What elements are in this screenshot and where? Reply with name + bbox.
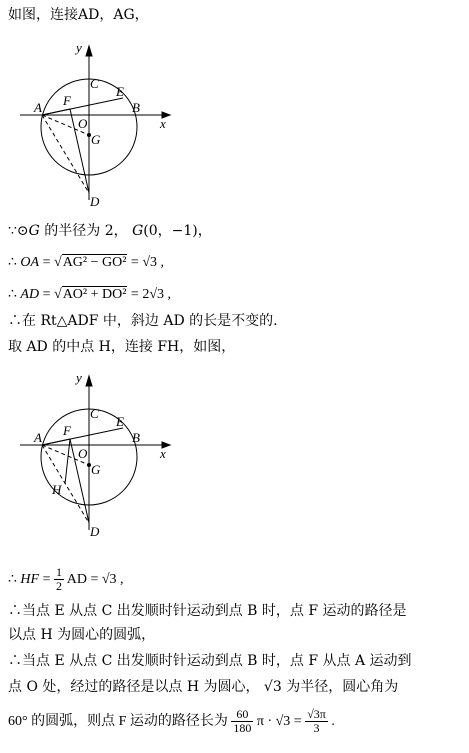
segment-AF: [42, 109, 70, 115]
label-O: O: [78, 116, 88, 131]
segment-FH: [65, 439, 70, 484]
conclusion-2-line-3: 60° 的圆弧，则点 F 运动的路径长为 $\frac{60}{180}$ π · √3 = $\frac{√3\pi}{3}$ .: [8, 707, 335, 736]
label-C: C: [90, 406, 99, 421]
fraction-60-180: $\frac{60}{180}$: [233, 707, 252, 736]
label-F: F: [63, 93, 71, 108]
label-x: x: [160, 116, 166, 131]
label-y: y: [76, 40, 82, 55]
radius-statement: ∵⊙G 的半径为 2， G(0，−1)，: [8, 223, 212, 239]
label-C: C: [90, 76, 99, 91]
segment-AF: [42, 439, 70, 445]
geometry-figure-1: [10, 40, 180, 210]
y-axis-arrow: [86, 46, 92, 56]
rt-statement: ∴在 Rt△ADF 中，斜边 AD 的长是不变的.: [8, 313, 278, 329]
label-G: G: [91, 462, 101, 477]
label-x: x: [160, 446, 166, 461]
conclusion-1-line-2: 以点 H 为圆心的圆弧，: [8, 627, 156, 643]
conclusion-2-line-1: ∴当点 E 从点 C 出发顺时针运动到点 B 时，点 F 从点 A 运动到: [8, 653, 412, 669]
conclusion-1-line-1: ∴当点 E 从点 C 出发顺时针运动到点 B 时，点 F 运动的路径是: [8, 603, 407, 619]
label-B: B: [132, 430, 140, 445]
fraction-half: $\frac{1}{2}$: [56, 565, 62, 594]
hf-equation: ∴ HF = $\frac{1}{2}$ AD = √3 ,: [8, 565, 124, 594]
midpoint-statement: 取 AD 的中点 H，连接 FH，如图，: [8, 339, 236, 355]
label-E: E: [116, 414, 124, 429]
label-F: F: [63, 423, 71, 438]
y-axis-arrow: [86, 376, 92, 386]
label-y: y: [76, 370, 82, 385]
label-D: D: [90, 524, 100, 539]
ad-equation: ∴ AD = √AO² + DO² = 2√3 ,: [8, 287, 172, 302]
intro-text: 如图，连接AD，AG，: [8, 7, 149, 23]
geometry-figure-2: [10, 370, 180, 540]
label-H: H: [52, 482, 62, 497]
label-A: A: [34, 100, 42, 115]
label-B: B: [132, 100, 140, 115]
conclusion-2-line-2: 点 O 处，经过的路径是以点 H 为圆心， √3 为半径，圆心角为: [8, 679, 399, 695]
label-G: G: [91, 132, 101, 147]
label-O: O: [78, 446, 88, 461]
oa-equation: ∴ OA = √AG² − GO² = √3 ,: [8, 255, 165, 270]
label-A: A: [34, 430, 42, 445]
label-D: D: [90, 194, 100, 209]
label-E: E: [116, 84, 124, 99]
fraction-result: $\frac{√3\pi}{3}$: [307, 707, 326, 736]
